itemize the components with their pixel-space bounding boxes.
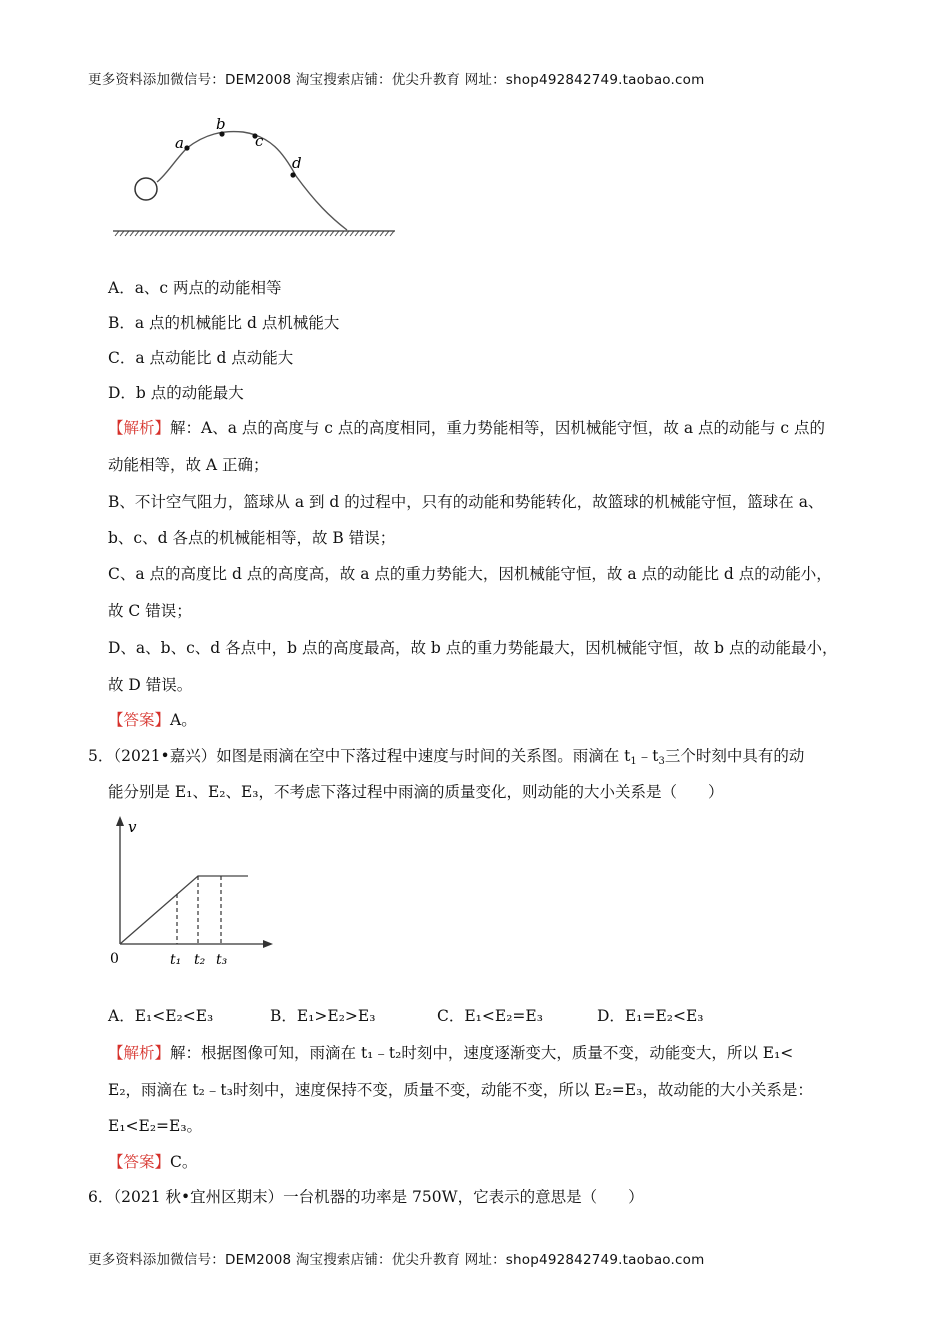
- q4-analysis-line-2: 动能相等，故 A 正确；: [108, 456, 269, 474]
- q5-answer: [108, 1152, 197, 1172]
- q4-analysis-line-6: 故 C 错误；: [108, 602, 192, 620]
- point-a: [184, 145, 189, 150]
- q4-answer-value: A。: [170, 711, 197, 729]
- x-axis-arrow: [263, 940, 273, 948]
- q5-stem-part-e: 三个时刻中具有的动: [664, 747, 805, 765]
- q5-analysis-text-1: 解：根据图像可知，雨滴在 t₁﹣t₂时刻中，速度逐渐变大，质量不变，动能变大，所以 E₁<: [170, 1044, 794, 1062]
- q4-analysis-line-5: C、a 点的高度比 d 点的高度高，故 a 点的重力势能大，因机械能守恒，故 a 点的动能比 d 点的动能小，: [108, 565, 832, 583]
- q4-analysis-line-3: B、不计空气阻力，篮球从 a 到 d 的过程中，只有的动能和势能转化，故篮球的机械能守恒，篮球在 a、: [108, 493, 824, 511]
- point-d: [290, 172, 295, 177]
- q5-stem-part-c: ﹣t: [636, 747, 659, 765]
- label-c: c: [255, 132, 264, 150]
- q5-analysis-line-1: [108, 1043, 793, 1063]
- ground-hatch: [115, 231, 394, 236]
- y-axis-label: v: [128, 818, 137, 836]
- q5-analysis-line-2: E₂，雨滴在 t₂﹣t₃时刻中，速度保持不变，质量不变，动能不变，所以 E₂=E₃，故动能的大小关系是：: [108, 1081, 813, 1099]
- velocity-time-graph: [105, 812, 285, 972]
- label-b: b: [216, 115, 226, 133]
- velocity-line: [120, 876, 248, 944]
- q5-stem-line-1: [88, 746, 804, 772]
- ball-icon: [135, 178, 157, 200]
- q5-analysis-line-3: E₁<E₂=E₃。: [108, 1117, 203, 1135]
- origin-label: 0: [110, 951, 119, 967]
- t2-label: t₂: [194, 952, 206, 968]
- q4-analysis-line-8: 故 D 错误。: [108, 676, 193, 694]
- q5-option-d: D．E₁=E₂<E₃: [597, 1007, 704, 1025]
- q5-stem-sub-3: 3: [658, 756, 665, 767]
- q4-analysis-text-1: 解：A、a 点的高度与 c 点的高度相同，重力势能相等，因机械能守恒，故 a 点的动能与 c 点的: [170, 419, 826, 437]
- q4-analysis-line-1: [108, 418, 825, 438]
- page-footer: 更多资料添加微信号：DEM2008 淘宝搜索店铺：优尖升教育 网址：shop492842749.taobao.com: [88, 1252, 705, 1268]
- analysis-tag: 【解析】: [108, 419, 171, 437]
- y-axis-arrow: [116, 816, 124, 826]
- q4-option-b: B．a 点的机械能比 d 点机械能大: [108, 314, 340, 332]
- answer-tag: 【答案】: [108, 711, 171, 729]
- q4-analysis-line-4: b、c、d 各点的机械能相等，故 B 错误；: [108, 529, 396, 547]
- q5-answer-value: C。: [170, 1153, 198, 1171]
- q4-analysis-line-7: D、a、b、c、d 各点中，b 点的高度最高，故 b 点的重力势能最大，因机械能守恒，故 b 点的动能最小，: [108, 639, 838, 657]
- q4-answer: [108, 710, 197, 730]
- label-a: a: [175, 134, 184, 152]
- trajectory-figure: [105, 112, 405, 244]
- page-header: 更多资料添加微信号：DEM2008 淘宝搜索店铺：优尖升教育 网址：shop492842749.taobao.com: [88, 72, 705, 88]
- q5-analysis-tag: 【解析】: [108, 1044, 171, 1062]
- q6-stem: 6．（2021 秋•宜州区期末）一台机器的功率是 750W，它表示的意思是（ ）: [88, 1188, 644, 1206]
- q5-answer-tag: 【答案】: [108, 1153, 171, 1171]
- q4-option-d: D．b 点的动能最大: [108, 384, 244, 402]
- q4-option-c: C．a 点动能比 d 点动能大: [108, 349, 294, 367]
- q5-option-b: B．E₁>E₂>E₃: [270, 1007, 376, 1025]
- q5-stem-part-a: 5．（2021•嘉兴）如图是雨滴在空中下落过程中速度与时间的关系图。雨滴在 t: [88, 747, 631, 765]
- q4-option-a: A．a、c 两点的动能相等: [108, 279, 282, 297]
- t1-label: t₁: [170, 952, 182, 968]
- q5-option-c: C．E₁<E₂=E₃: [437, 1007, 543, 1025]
- label-d: d: [292, 154, 302, 172]
- q5-stem-line-2: 能分别是 E₁、E₂、E₃，不考虑下落过程中雨滴的质量变化，则动能的大小关系是（ ）: [108, 783, 724, 801]
- q5-stem-sub-1: 1: [630, 756, 637, 767]
- q5-option-a: A．E₁<E₂<E₃: [108, 1007, 214, 1025]
- t3-label: t₃: [216, 952, 228, 968]
